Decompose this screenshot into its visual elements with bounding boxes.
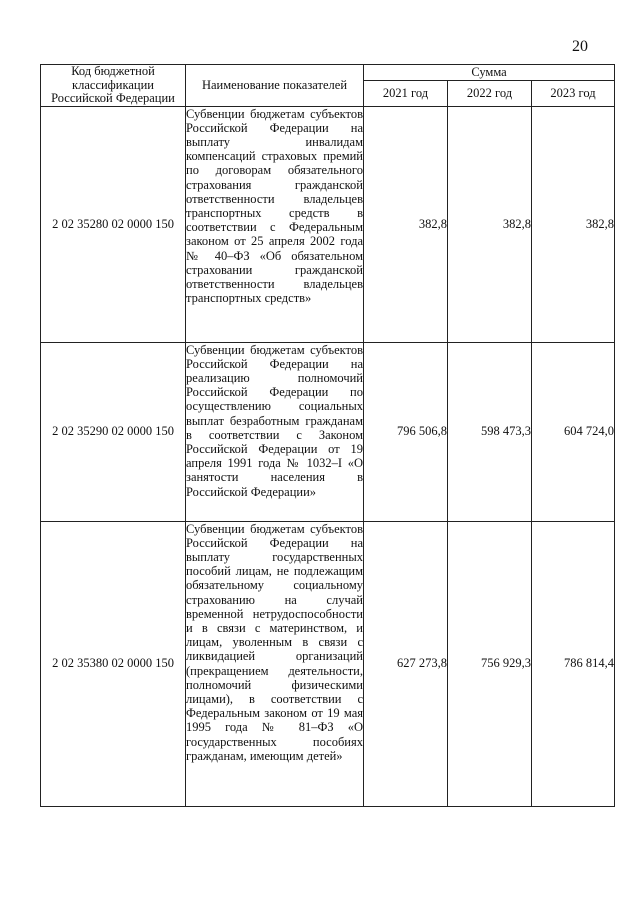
header-year-2022: 2022 год (448, 81, 532, 106)
row-value-2023: 604 724,0 (532, 342, 615, 521)
header-year-2021: 2021 год (364, 81, 448, 106)
row-value-2022: 598 473,3 (448, 342, 532, 521)
row-value-2022: 756 929,3 (448, 521, 532, 806)
table-row (41, 521, 615, 806)
header-budget-code: Код бюджетной классификации Российской Федерации (41, 65, 186, 107)
table-row (41, 106, 615, 342)
row-budget-code: 2 02 35290 02 0000 150 (41, 342, 186, 521)
row-indicator-name: Субвенции бюджетам субъектов Российской Федерации на выплату государственных пособий лицам, не подлежащим обязательному социальному страхованию на случай временной нетрудоспособности и в связи с материнством, и лицам, уволенным в связи с ликвидацией организаций (прекращением деятельности, полномочий физическими лицами), в соответствии с Федеральным законом от 19 мая 1995 года № 81–ФЗ «О государственных пособиях гражданам, имеющим детей» (186, 521, 364, 806)
table-row (41, 342, 615, 521)
row-indicator-name: Субвенции бюджетам субъектов Российской Федерации на реализацию полномочий Российской Федерации по осуществлению социальных выплат безработным гражданам в соответствии с Законом Российской Федерации от 19 апреля 1991 года № 1032–I «О занятости населения в Российской Федерации» (186, 342, 364, 521)
budget-revenue-table (40, 64, 615, 807)
header-sum: Сумма (364, 65, 615, 81)
row-value-2021: 627 273,8 (364, 521, 448, 806)
row-value-2021: 796 506,8 (364, 342, 448, 521)
row-budget-code: 2 02 35280 02 0000 150 (41, 106, 186, 342)
header-year-2023: 2023 год (532, 81, 615, 106)
row-value-2022: 382,8 (448, 106, 532, 342)
row-budget-code: 2 02 35380 02 0000 150 (41, 521, 186, 806)
header-indicator-name: Наименование показателей (186, 65, 364, 107)
row-value-2021: 382,8 (364, 106, 448, 342)
row-value-2023: 786 814,4 (532, 521, 615, 806)
page-number: 20 (572, 38, 588, 55)
row-value-2023: 382,8 (532, 106, 615, 342)
row-indicator-name: Субвенции бюджетам субъектов Российской Федерации на выплату инвалидам компенсаций страховых премий по договорам обязательного страхования гражданской ответственности владельцев транспортных средств в соответствии с Федеральным законом от 25 апреля 2002 года № 40–ФЗ «Об обязательном страховании гражданской ответственности владельцев транспортных средств» (186, 106, 364, 342)
